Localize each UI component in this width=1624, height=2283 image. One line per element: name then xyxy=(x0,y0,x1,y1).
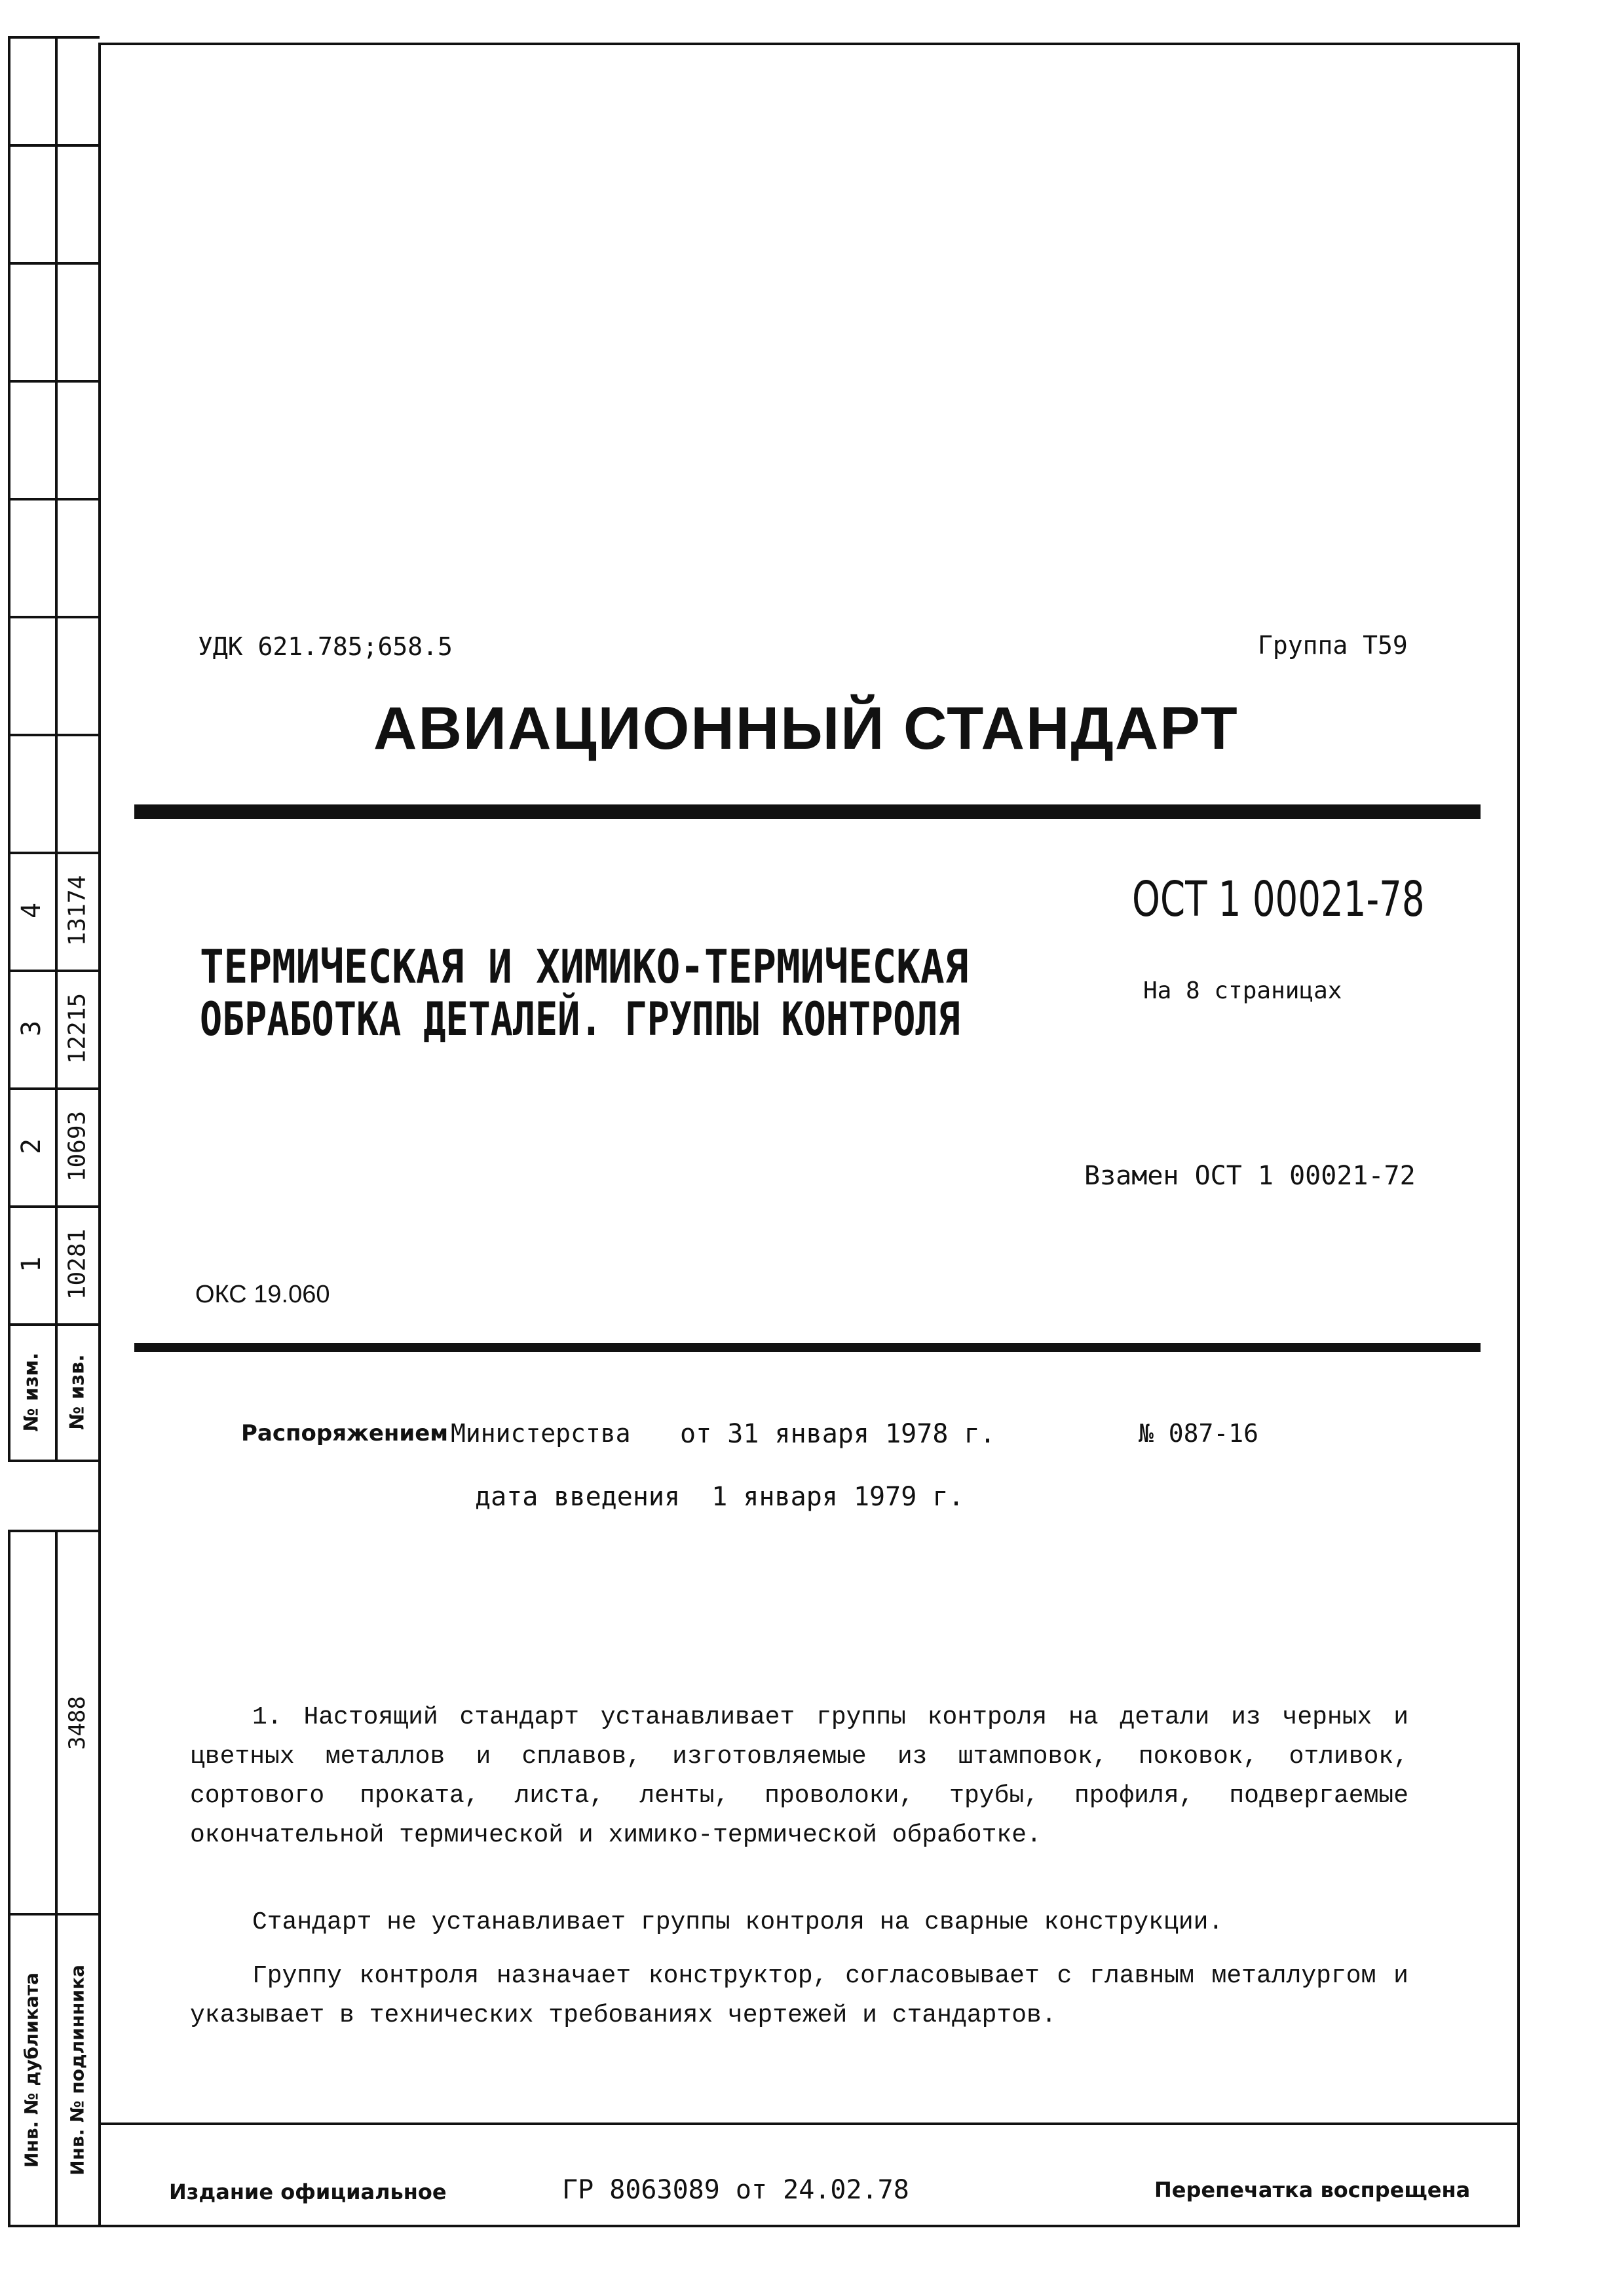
paragraph-2-text: Стандарт не устанавливает группы контроля на сварные конструкции. xyxy=(252,1908,1224,1936)
stamp-line xyxy=(8,380,100,383)
order-date: от 31 января 1978 г. xyxy=(680,1419,996,1449)
udk-code: УДК 621.785;658.5 xyxy=(198,632,453,661)
notice-label: № изв. xyxy=(66,1354,89,1430)
introduction-date: дата введения 1 января 1979 г. xyxy=(475,1482,964,1512)
duplicate-inventory-value: 3488 xyxy=(64,1696,90,1750)
oks-code: ОКС 19.060 xyxy=(195,1281,330,1308)
paragraph-1 xyxy=(190,1698,1408,1855)
group-code: Группа Т59 xyxy=(1258,631,1408,660)
change-number: 3 xyxy=(16,1020,47,1037)
notice-number: 10693 xyxy=(64,1110,91,1182)
stamp-line xyxy=(8,970,100,972)
standard-name-line1: ТЕРМИЧЕСКАЯ И ХИМИКО-ТЕРМИЧЕСКАЯ xyxy=(200,940,969,994)
order-label: Распоряжением xyxy=(241,1420,449,1446)
stamp-line xyxy=(8,1205,100,1208)
notice-number: 13174 xyxy=(64,875,91,947)
title-rule xyxy=(134,804,1481,819)
page-frame xyxy=(98,43,1520,2227)
standard-number: ОСТ 1 00021-78 xyxy=(1132,871,1425,928)
official-edition: Издание официальное xyxy=(169,2179,447,2204)
change-number: 2 xyxy=(16,1138,47,1155)
order-ministry: Министерства xyxy=(451,1419,631,1448)
duplicate-inventory-label: Инв. № дубликата xyxy=(20,1972,43,2168)
stamp-line xyxy=(8,852,100,854)
stamp-line xyxy=(8,1087,100,1090)
stamp-line xyxy=(8,616,100,618)
paragraph-3 xyxy=(190,1957,1408,2035)
stamp-line xyxy=(8,2225,100,2227)
stamp-line xyxy=(8,734,100,736)
paragraph-3-text: Группу контроля назначает конструктор, согласовывает с главным металлургом и указывает в технических требованиях чертежей и стандартов. xyxy=(190,1962,1408,2029)
stamp-line xyxy=(8,1913,100,1915)
original-inventory-label: Инв. № подлинника xyxy=(66,1965,88,2176)
stamp-line xyxy=(8,262,100,265)
document-title: АВИАЦИОННЫЙ СТАНДАРТ xyxy=(373,695,1239,762)
stamp-line xyxy=(55,36,58,1461)
paragraph-2 xyxy=(190,1903,1408,1942)
paragraph-1-text: 1. Настоящий стандарт устанавливает группы контроля на детали из черных и цветных металлов и сплавов, изготовляемые из штамповок, поковок, отливок, сортового проката, листа, ленты, проволоки, трубы, профиля, подвергаемые окончательной термической и химико-термической обработке. xyxy=(190,1703,1408,1849)
notice-number: 12215 xyxy=(64,992,91,1065)
change-number: 4 xyxy=(16,902,47,919)
stamp-line xyxy=(8,36,100,39)
replaces-standard: Взамен ОСТ 1 00021-72 xyxy=(1084,1161,1416,1191)
standard-name-line2: ОБРАБОТКА ДЕТАЛЕЙ. ГРУППЫ КОНТРОЛЯ xyxy=(200,992,960,1046)
reprint-notice: Перепечатка воспрещена xyxy=(1154,2178,1471,2202)
registration-number: ГР 8063089 от 24.02.78 xyxy=(562,2175,909,2205)
stamp-line xyxy=(8,498,100,500)
stamp-line xyxy=(8,36,10,1461)
page-count: На 8 страницах xyxy=(1143,977,1342,1004)
change-number: 1 xyxy=(16,1256,47,1273)
footer-line xyxy=(98,2123,1520,2125)
notice-number: 10281 xyxy=(64,1228,91,1300)
stamp-line xyxy=(55,1530,58,2227)
change-label: № изм. xyxy=(20,1352,43,1432)
separator-rule xyxy=(134,1343,1481,1352)
order-number: № 087-16 xyxy=(1139,1419,1259,1448)
stamp-line xyxy=(8,1530,10,2227)
stamp-line xyxy=(8,144,100,147)
stamp-line xyxy=(8,1530,100,1532)
stamp-line xyxy=(8,1323,100,1326)
stamp-line xyxy=(8,1460,100,1462)
